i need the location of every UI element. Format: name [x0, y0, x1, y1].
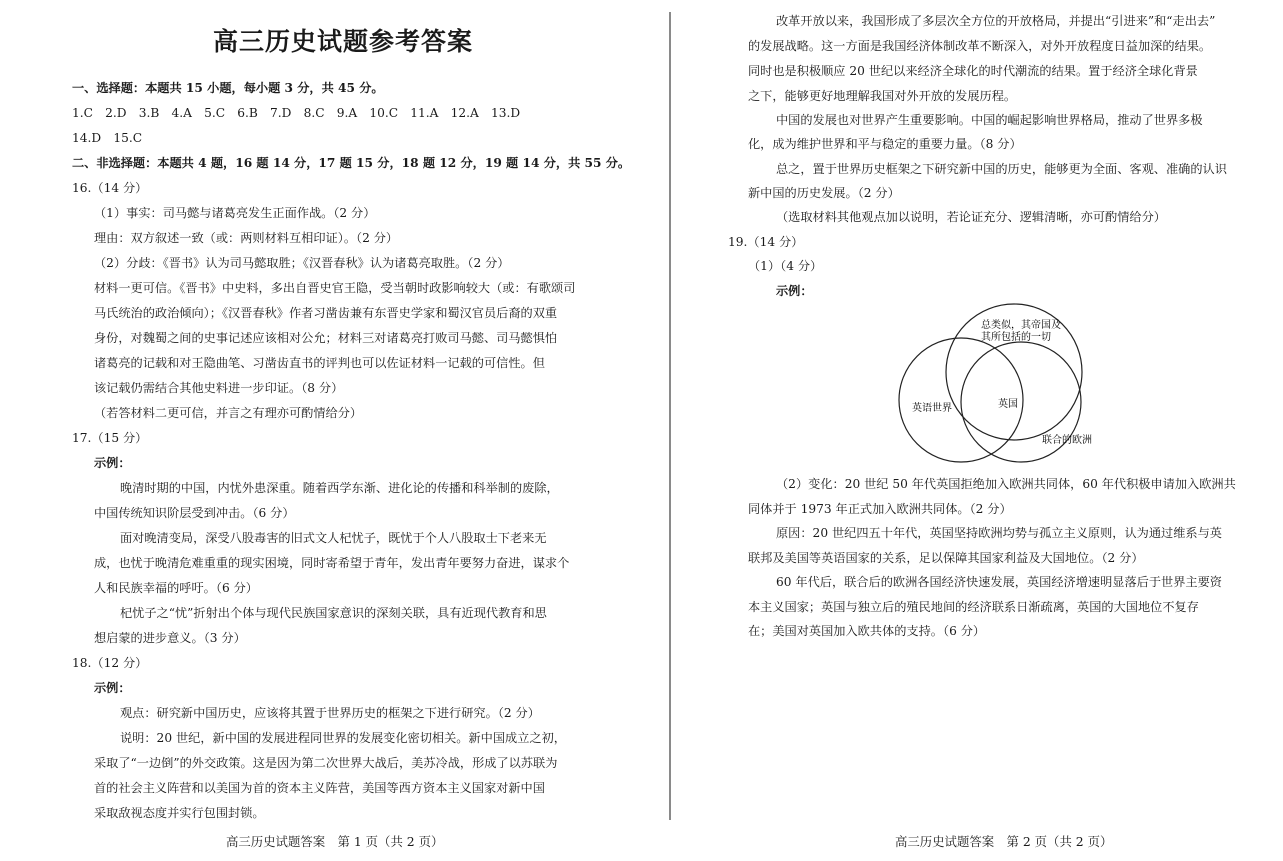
q17-example-label: 示例：: [94, 456, 131, 470]
venn-label-britain: 英国: [998, 399, 1018, 410]
section2-header: 二、非选择题：本题共 4 题，16 题 14 分，17 题 15 分，18 题 12 分，19 题 14 分，共 55 分。: [72, 156, 631, 170]
q16-line: 该记载仍需结合其他史料进一步印证。（8 分）: [94, 381, 344, 395]
q18-cont-line: 的发展战略。这一方面是我国经济体制改革不断深入，对外开放程度日益加深的结果。: [748, 39, 1212, 53]
q19-line: （2）变化：20 世纪 50 年代英国拒绝加入欧洲共同体，60 年代积极申请加入欧洲共: [776, 477, 1236, 491]
section1-header: 一、选择题：本题共 15 小题，每小题 3 分，共 45 分。: [72, 81, 384, 95]
q18-header: 18.（12 分）: [72, 656, 148, 670]
q18-cont-line: 同时也是积极顺应 20 世纪以来经济全球化的时代潮流的结果。置于经济全球化背景: [748, 64, 1198, 78]
mc-answers-line-1: 1.C 2.D 3.B 4.A 5.C 6.B 7.D 8.C 9.A 10.C 11.A 12.A 13.D: [72, 106, 521, 120]
q18-cont-line: 总之，置于世界历史框架之下研究新中国的历史，能够更为全面、客观、准确的认识: [776, 162, 1227, 176]
q16-line: 诸葛亮的记载和对王隐曲笔、习凿齿直书的评判也可以佐证材料一记载的可信性。但: [94, 356, 545, 370]
q18-example-label: 示例：: [94, 681, 131, 695]
q19-header: 19.（14 分）: [728, 235, 804, 249]
q18-line: 采取了“一边倒”的外交政策。这是因为第二次世界大战后，美苏冷战，形成了以苏联为: [94, 756, 558, 770]
page-footer: 高三历史试题答案 第 1 页（共 2 页）: [226, 834, 444, 849]
q16-line: 理由：双方叙述一致（或：两则材料互相印证）。（2 分）: [94, 231, 399, 245]
q18-line: 说明：20 世纪，新中国的发展进程同世界的发展变化密切相关。新中国成立之初，: [120, 731, 566, 745]
q18-cont-line: 新中国的历史发展。（2 分）: [748, 186, 900, 200]
venn-label-empire-line2: 其所包括的一切: [981, 332, 1051, 343]
q16-line: 身份，对魏蜀之间的史事记述应该相对公允；材料三对诸葛亮打败司马懿、司马懿惧怕: [94, 331, 558, 345]
q16-line: （若答材料二更可信，并言之有理亦可酌情给分）: [94, 406, 363, 420]
q17-line: 晚清时期的中国，内忧外患深重。随着西学东渐、进化论的传播和科举制的废除，: [120, 481, 559, 495]
q17-line: 杞忧子之“忧”折射出个体与现代民族国家意识的深刻关联，具有近现代教育和思: [120, 606, 547, 620]
page-divider: [669, 12, 671, 820]
venn-label-english-world: 英语世界: [912, 403, 952, 414]
q18-cont-line: 改革开放以来，我国形成了多层次全方位的开放格局，并提出“引进来”和“走出去”: [776, 14, 1216, 28]
q19-line: 同体并于 1973 年正式加入欧洲共同体。（2 分）: [748, 502, 1012, 516]
q18-cont-line: 之下，能够更好地理解我国对外开放的发展历程。: [748, 89, 1017, 103]
q17-line: 中国传统知识阶层受到冲击。（6 分）: [94, 506, 295, 520]
q19-line: 联邦及美国等英语国家的关系，足以保障其国家利益及大国地位。（2 分）: [748, 551, 1144, 565]
q18-cont-line: （选取材料其他观点加以说明，若论证充分、逻辑清晰，亦可酌情给分）: [776, 210, 1166, 224]
page-footer: 高三历史试题答案 第 2 页（共 2 页）: [895, 834, 1113, 849]
q16-line: （1）事实：司马懿与诸葛亮发生正面作战。（2 分）: [94, 206, 376, 220]
q16-line: 马氏统治的政治倾向）；《汉晋春秋》作者习凿齿兼有东晋史学家和蜀汉官员后裔的双重: [94, 306, 558, 320]
mc-answers-line-2: 14.D 15.C: [72, 131, 143, 145]
q18-line: 观点：研究新中国历史，应该将其置于世界历史的框架之下进行研究。（2 分）: [120, 706, 540, 720]
q18-cont-line: 中国的发展也对世界产生重要影响。中国的崛起影响世界格局，推动了世界多极: [776, 113, 1203, 127]
q19-line: 在；美国对英国加入欧共体的支持。（6 分）: [748, 624, 986, 638]
three-circles-venn-diagram: [896, 298, 1096, 468]
q16-line: （2）分歧：《晋书》认为司马懿取胜；《汉晋春秋》认为诸葛亮取胜。（2 分）: [94, 256, 510, 270]
q17-line: 面对晚清变局，深受八股毒害的旧式文人杞忧子，既忧于个人八股取士下老来无: [120, 531, 547, 545]
page-title: 高三历史试题参考答案: [212, 27, 473, 56]
q17-line: 成，也忧于晚清危难重重的现实困境，同时寄希望于青年，发出青年要努力奋进，谋求个: [94, 556, 570, 570]
q16-line: 材料一更可信。《晋书》中史料，多出自晋史官王隐，受当朝时政影响较大（或：有歌颂司: [94, 281, 576, 295]
q19-example-label: 示例：: [776, 284, 813, 298]
q19-sub1: （1）（4 分）: [748, 259, 823, 273]
venn-label-united-europe: 联合的欧洲: [1042, 435, 1092, 446]
q19-line: 60 年代后，联合后的欧洲各国经济快速发展，英国经济增速明显落后于世界主要资: [776, 575, 1222, 589]
q17-header: 17.（15 分）: [72, 431, 148, 445]
venn-label-empire-line1: 总类似，其帝国及: [981, 320, 1061, 331]
q19-line: 本主义国家；英国与独立后的殖民地间的经济联系日渐疏离，英国的大国地位不复存: [748, 600, 1199, 614]
q17-line: 想启蒙的进步意义。（3 分）: [94, 631, 246, 645]
q18-line: 首的社会主义阵营和以美国为首的资本主义阵营，美国等西方资本主义国家对新中国: [94, 781, 545, 795]
q18-cont-line: 化，成为维护世界和平与稳定的重要力量。（8 分）: [748, 137, 1022, 151]
q16-header: 16.（14 分）: [72, 181, 148, 195]
answer-page-2: [672, 0, 1283, 861]
q19-line: 原因：20 世纪四五十年代，英国坚持欧洲均势与孤立主义原则，认为通过维系与英: [776, 526, 1222, 540]
q18-line: 采取敌视态度并实行包围封锁。: [94, 806, 265, 820]
q17-line: 人和民族幸福的呼吁。（6 分）: [94, 581, 258, 595]
